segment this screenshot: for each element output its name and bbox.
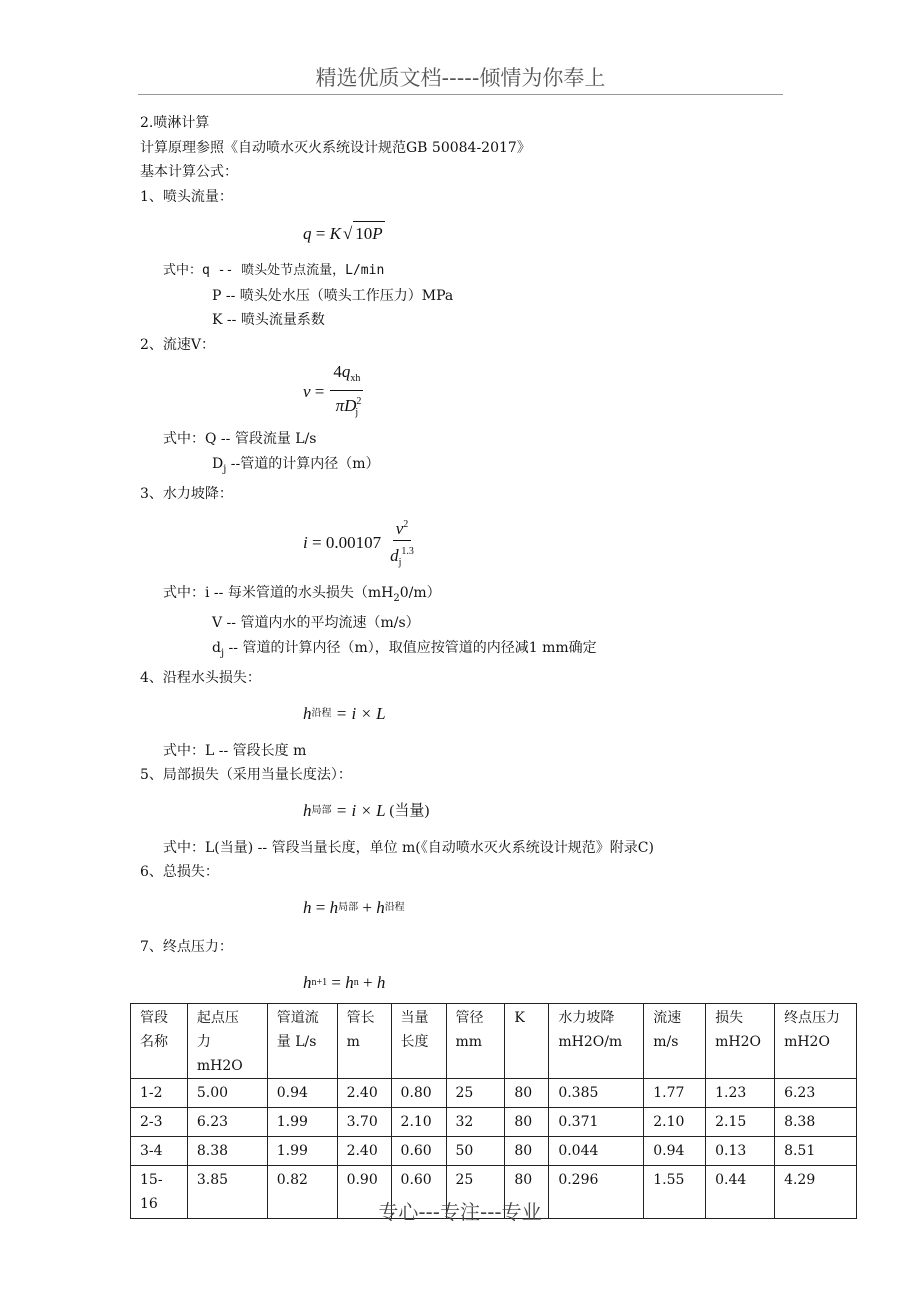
formula-local-loss bbox=[140, 788, 840, 836]
where-p: P -- 喷头处水压（喷头工作压力）MPa bbox=[212, 287, 454, 304]
formula-sub-along: 沿程 bbox=[384, 902, 405, 914]
formula-equals: = bbox=[327, 972, 346, 992]
formula-sub-local: 局部 bbox=[338, 902, 359, 914]
table-row bbox=[131, 1108, 857, 1137]
segment-name-cell: 15-16 bbox=[131, 1166, 188, 1219]
formula-equals: = bbox=[311, 223, 330, 243]
table-cell: 8.38 bbox=[187, 1137, 267, 1166]
where-i-sub: 2 bbox=[393, 592, 400, 604]
formula-equals: = bbox=[310, 381, 325, 401]
table-cell: 50 bbox=[446, 1137, 505, 1166]
table-cell: 32 bbox=[446, 1108, 505, 1137]
segment-name-cell: 1-2 bbox=[131, 1079, 188, 1108]
num-v: v bbox=[395, 518, 404, 538]
column-header-line: mH2O bbox=[715, 1034, 761, 1050]
den-sub-j: j bbox=[355, 406, 359, 418]
where-i-text: 式中：i -- 每米管道的水头损失（mH bbox=[163, 584, 394, 601]
column-header-line: 管道流 bbox=[276, 1010, 319, 1026]
formula-var-h: h bbox=[303, 801, 312, 821]
where-i-unit: 0/m） bbox=[399, 584, 441, 601]
column-header-line: 终点压力 bbox=[784, 1010, 841, 1026]
formula-equivalent: (当量) bbox=[385, 803, 430, 820]
formula-var-h-local: h bbox=[329, 898, 339, 918]
column-header-line: 管段 bbox=[140, 1010, 168, 1026]
formula-const-10: 10 bbox=[355, 224, 373, 244]
formula-sub-n1: n+1 bbox=[311, 976, 328, 988]
column-header-line: 起点压 bbox=[196, 1010, 239, 1026]
formula-var-p: P bbox=[372, 224, 383, 244]
column-header-line: 名称 bbox=[140, 1034, 168, 1050]
column-header bbox=[337, 1004, 391, 1079]
table-cell: 2.10 bbox=[391, 1108, 446, 1137]
column-header-line: 管长 bbox=[346, 1010, 375, 1026]
table-cell: 25 bbox=[446, 1079, 505, 1108]
column-header bbox=[391, 1004, 446, 1079]
dj-desc: -- 管道的计算内径（m），取值应按管道的内径减1 mm确定 bbox=[224, 639, 597, 656]
page-footer: 专心---专注---专业 bbox=[378, 1200, 542, 1224]
table-cell: 0.385 bbox=[549, 1079, 644, 1108]
page-header: 精选优质文档-----倾情为你奉上 bbox=[138, 62, 783, 95]
table-cell: 0.80 bbox=[391, 1079, 446, 1108]
table-cell: 8.38 bbox=[775, 1108, 857, 1137]
table-cell: 0.60 bbox=[391, 1137, 446, 1166]
where-dj-calc bbox=[140, 636, 840, 667]
table-cell: 6.23 bbox=[775, 1079, 857, 1108]
column-header-line: 长度 bbox=[400, 1034, 429, 1050]
dj-desc: --管道的计算内径（m） bbox=[226, 455, 380, 472]
formula-plus: + bbox=[358, 972, 377, 992]
formula-intro: 基本计算公式： bbox=[140, 164, 238, 180]
num-sub-xh: xh bbox=[350, 372, 361, 384]
results-table bbox=[130, 1003, 857, 1219]
column-header-line: 量 L/s bbox=[276, 1034, 317, 1050]
formula-total-loss bbox=[140, 885, 840, 933]
dj-main: D bbox=[212, 455, 224, 472]
num-sup-2: 2 bbox=[403, 518, 409, 530]
formula-var-h: h bbox=[303, 898, 312, 918]
formula-var-k: K bbox=[329, 223, 341, 243]
column-header-line: 当量 bbox=[400, 1010, 429, 1026]
column-header-line: 水力坡降 bbox=[558, 1010, 615, 1026]
fraction-numerator bbox=[330, 361, 363, 391]
section-title: 2.喷淋计算 bbox=[140, 115, 210, 131]
table-cell: 80 bbox=[505, 1108, 549, 1137]
den-d: d bbox=[390, 545, 399, 565]
table-cell: 0.60 bbox=[391, 1166, 446, 1219]
den-sub-j: j bbox=[398, 556, 402, 568]
where-l: 式中：L -- 管段长度 m bbox=[163, 742, 307, 759]
fraction bbox=[330, 361, 363, 424]
formula-end-pressure bbox=[140, 959, 840, 1007]
formula-sub-local: 局部 bbox=[311, 805, 332, 817]
formula-coefficient: = 0.00107 bbox=[307, 533, 382, 553]
heading-hydraulic-gradient: 3、水力坡降： bbox=[140, 486, 233, 502]
column-header-line: 损失 bbox=[715, 1010, 744, 1026]
table-header-row bbox=[131, 1004, 857, 1079]
table-cell: 2.10 bbox=[644, 1108, 706, 1137]
formula-friction-loss bbox=[140, 691, 840, 739]
column-header-line: K bbox=[514, 1010, 525, 1026]
document-body bbox=[140, 111, 840, 1007]
table-cell: 4.29 bbox=[775, 1166, 857, 1219]
table-cell: 80 bbox=[505, 1137, 549, 1166]
table-cell: 0.13 bbox=[706, 1137, 775, 1166]
num-q: q bbox=[341, 361, 351, 381]
formula-hydraulic-gradient bbox=[140, 507, 840, 581]
formula-rhs: = i × L bbox=[331, 704, 386, 724]
sqrt-radicand bbox=[353, 221, 384, 247]
table-cell: 1.77 bbox=[644, 1079, 706, 1108]
den-sup-2: 2 bbox=[356, 395, 362, 407]
num-4: 4 bbox=[333, 361, 342, 381]
column-header bbox=[775, 1004, 857, 1079]
table-cell: 1.99 bbox=[267, 1137, 337, 1166]
where-dj bbox=[140, 452, 840, 483]
column-header bbox=[505, 1004, 549, 1079]
column-header bbox=[706, 1004, 775, 1079]
table-cell: 3.70 bbox=[337, 1108, 391, 1137]
column-header bbox=[644, 1004, 706, 1079]
formula-equals: = bbox=[311, 898, 330, 918]
sqrt-sign-icon: √ bbox=[342, 223, 353, 243]
table-row bbox=[131, 1079, 857, 1108]
den-pi-d: πD bbox=[335, 395, 357, 415]
fraction-numerator bbox=[393, 514, 412, 541]
table-cell: 2.40 bbox=[337, 1079, 391, 1108]
where-k: K -- 喷头流量系数 bbox=[212, 312, 325, 328]
table-cell: 3.85 bbox=[187, 1166, 267, 1219]
table-cell: 0.371 bbox=[549, 1108, 644, 1137]
formula-var-h-along: h bbox=[376, 898, 385, 918]
column-header-line: 管径 bbox=[455, 1010, 484, 1026]
segment-name-cell: 2-3 bbox=[131, 1108, 188, 1137]
formula-var-q: q bbox=[303, 223, 312, 243]
column-header-line: 力 bbox=[196, 1034, 211, 1050]
fraction-denominator bbox=[333, 391, 362, 424]
table-cell: 1.23 bbox=[706, 1079, 775, 1108]
table-cell: 1.55 bbox=[644, 1166, 706, 1219]
column-header-line: 流速 bbox=[653, 1010, 682, 1026]
formula-var-i: i bbox=[303, 533, 308, 553]
table-cell: 2.40 bbox=[337, 1137, 391, 1166]
table-cell: 5.00 bbox=[187, 1079, 267, 1108]
column-header-line: m/s bbox=[653, 1034, 679, 1050]
table-cell: 0.94 bbox=[267, 1079, 337, 1108]
den-sup-1-3: 1.3 bbox=[401, 545, 414, 557]
heading-local-loss: 5、局部损失（采用当量长度法）： bbox=[140, 767, 352, 783]
formula-sub-n: n bbox=[353, 976, 359, 988]
column-header-line: mH2O/m bbox=[558, 1034, 623, 1050]
formula-sprinkler-flow bbox=[140, 209, 840, 259]
dj-sub: j bbox=[223, 463, 227, 475]
column-header-line: m bbox=[346, 1034, 360, 1050]
dj-main: d bbox=[212, 639, 221, 656]
column-header-line: mm bbox=[455, 1034, 483, 1050]
dj-sub: j bbox=[220, 647, 225, 659]
where-v: V -- 管道内水的平均流速（m/s） bbox=[212, 615, 420, 631]
formula-plus: + bbox=[358, 898, 377, 918]
column-header bbox=[267, 1004, 337, 1079]
table-cell: 2.15 bbox=[706, 1108, 775, 1137]
table-cell: 0.296 bbox=[549, 1166, 644, 1219]
formula-var-h-n: h bbox=[345, 972, 354, 992]
where-i bbox=[140, 581, 840, 612]
where-q: 式中：q -- 喷头处节点流量，L/min bbox=[163, 263, 385, 278]
heading-velocity: 2、流速V： bbox=[140, 336, 216, 353]
table-cell: 0.94 bbox=[644, 1137, 706, 1166]
table-cell: 0.82 bbox=[267, 1166, 337, 1219]
table-cell: 6.23 bbox=[187, 1108, 267, 1137]
column-header-line: mH2O bbox=[784, 1034, 830, 1050]
table-cell: 0.44 bbox=[706, 1166, 775, 1219]
table-cell: 0.90 bbox=[337, 1166, 391, 1219]
formula-sub-along: 沿程 bbox=[311, 708, 332, 720]
column-header bbox=[187, 1004, 267, 1079]
heading-sprinkler-flow: 1、喷头流量： bbox=[140, 188, 233, 205]
heading-total-loss: 6、总损失： bbox=[140, 864, 219, 880]
formula-velocity bbox=[140, 357, 840, 427]
formula-var-h-next: h bbox=[303, 972, 312, 992]
column-header-line: mH2O bbox=[196, 1058, 243, 1074]
table-cell: 1.99 bbox=[267, 1108, 337, 1137]
formula-rhs: = i × L bbox=[331, 801, 386, 821]
table-cell: 80 bbox=[505, 1166, 549, 1219]
formula-var-h: h bbox=[303, 704, 312, 724]
column-header bbox=[131, 1004, 188, 1079]
heading-friction-loss: 4、沿程水头损失： bbox=[140, 670, 261, 686]
calculation-basis: 计算原理参照《自动喷水灭火系统设计规范GB 50084-2017》 bbox=[140, 139, 531, 156]
where-l-equivalent: 式中：L(当量) -- 管段当量长度，单位 m(《自动喷水灭火系统设计规范》附录C) bbox=[163, 839, 654, 856]
where-flow: 式中：Q -- 管段流量 L/s bbox=[163, 431, 317, 447]
column-header bbox=[446, 1004, 505, 1079]
segment-name-cell: 3-4 bbox=[131, 1137, 188, 1166]
table-cell: 8.51 bbox=[775, 1137, 857, 1166]
table-cell: 25 bbox=[446, 1166, 505, 1219]
heading-end-pressure: 7、终点压力： bbox=[140, 938, 233, 955]
column-header bbox=[549, 1004, 644, 1079]
table-cell: 80 bbox=[505, 1079, 549, 1108]
formula-var-h: h bbox=[376, 972, 386, 992]
table-cell: 0.044 bbox=[549, 1137, 644, 1166]
formula-var-v: v bbox=[303, 381, 311, 401]
fraction-denominator bbox=[387, 541, 417, 574]
table-row bbox=[131, 1137, 857, 1166]
fraction bbox=[387, 514, 417, 574]
